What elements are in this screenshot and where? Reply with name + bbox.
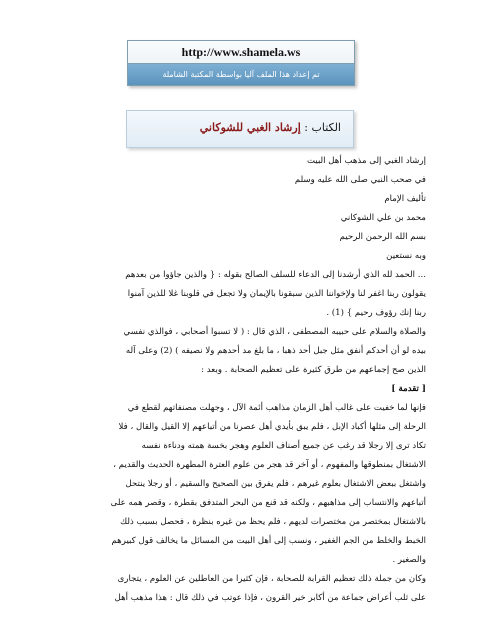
body-line: محمد بن علي الشوكاني <box>340 213 426 223</box>
body-line: الذين صح إجماعهم من طرق كثيرة على تعظيم الصحابة . وبعد : <box>201 365 426 375</box>
body-line: في صحب النبي صلى الله عليه وسلم <box>294 175 426 185</box>
shamela-banner <box>127 40 355 86</box>
body-line: أتباعهم والانتساب إلى مذاهبهم ، ولكنه قد قنع من البحر المتدفق بقطرة ، وقصر همه على <box>110 498 426 508</box>
body-line: تأليف الإمام <box>384 194 426 204</box>
book-title <box>200 121 341 134</box>
body-line: واشتغل ببعض الاشتغال بعلوم غيرهم ، فلم يفرق بين الصحيح والسقيم ، أو رجلا ينتحل <box>125 479 426 489</box>
body-line: على ثلب أعراض جماعة من أكابر خير القرون ، فإذا عوتب في ذلك قال : هذا مذهب أهل <box>114 593 426 603</box>
body-line: تكاد ترى إلا رجلا قد رغب عن جميع أصناف العلوم وهجر بخسة همته ودناءة نفسه <box>141 441 426 451</box>
body-line: بالاشتغال بمختصر من مختصرات لديهم ، فلم يحظ من غيره بنظرة ، فحصل بسبب ذلك <box>120 517 426 527</box>
book-body <box>52 152 426 608</box>
book-title-box <box>126 110 354 148</box>
body-line: ربنا إنك رؤوف رحيم } (1) . <box>326 308 426 318</box>
body-line: فإنها لما خفيت على غالب أهل الزمان مذاهب أئمة الآل ، وجهلت مصنفاتهم لقطع في <box>127 403 426 413</box>
body-line: بيده لو أن أحدكم أنفق مثل جبل أحد ذهبا ، ما بلغ مد أحدهم ولا نصيفه ) (2) وعلى آله <box>125 346 426 356</box>
body-line: بسم الله الرحمن الرحيم <box>339 232 426 242</box>
body-line: الخبط والخلط من الجم الغفير ، ونسب إلى أهل البيت من المسائل ما يخالف قول كبيرهم <box>111 536 426 546</box>
body-line: وبه نستعين <box>386 251 426 261</box>
body-line: والصلاة والسلام على حبيبه المصطفى ، الذي قال : ( لا تسبوا أصحابي ، فوالذي نفسي <box>123 327 426 337</box>
body-line: الرحلة إلى مثلها أكباد الإبل ، فلم يبق بأيدي أهل عصرنا من أتباعهم إلا القيل والقال ، فلا <box>118 422 426 432</box>
body-line: وكان من جملة ذلك تعظيم القرابة للصحابة ، فإن كثيرا من العاطلين عن العلوم ، يتجارى <box>117 574 426 584</box>
body-line: يقولون ربنا اغفر لنا ولإخواننا الذين سبقونا بالإيمان ولا تجعل في قلوبنا غلا للذين آمنوا <box>127 289 426 299</box>
body-line: ... الحمد لله الذي أرشدنا إلى الدعاء للسلف الصالح بقوله : { والذين جاؤوا من بعدهم <box>125 270 426 280</box>
body-line: إرشاد الغبي إلى مذهب أهل البيت <box>306 156 426 166</box>
section-heading: [ تقدمة ] <box>391 384 426 394</box>
book-name: إرشاد الغبي للشوكاني <box>199 121 301 134</box>
body-line: والصغير . <box>392 555 426 565</box>
banner-url[interactable]: http://www.shamela.ws <box>128 41 354 64</box>
book-label: الكتاب : <box>304 121 341 134</box>
banner-note: تم إعداد هذا الملف آليا بواسطة المكتبة الشاملة <box>128 64 354 85</box>
body-line: الاشتغال بمنطوقها والمفهوم ، أو آخر قد هجر من علوم العترة المطهرة الحديث والقديم ، <box>113 460 426 470</box>
